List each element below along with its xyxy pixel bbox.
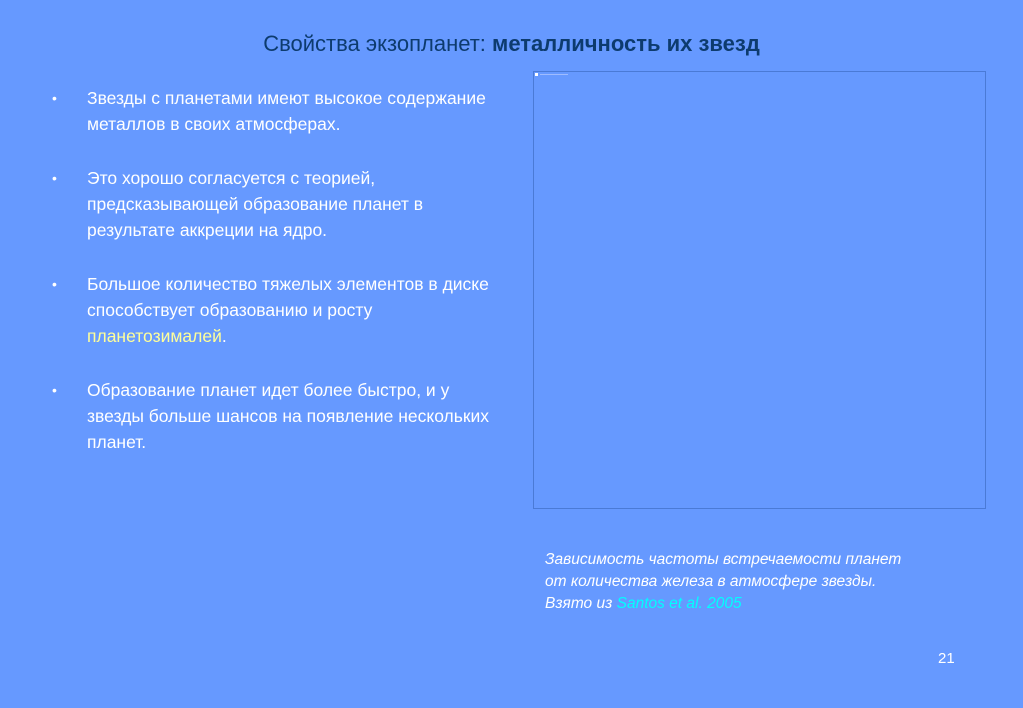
bullet-dot: • — [52, 276, 57, 292]
slide-title — [0, 28, 1023, 60]
caption-prefix: Взято из — [545, 595, 617, 612]
page-number: 21 — [938, 650, 955, 667]
bullet-item — [52, 165, 502, 243]
figure-placeholder — [533, 71, 986, 509]
broken-image-icon — [535, 73, 538, 76]
bullet-dot: • — [52, 382, 57, 398]
bullet-text: Это хорошо согласуется с теорией, предсказывающей образование планет в результате аккреции на ядро. — [87, 168, 424, 240]
bullet-dot: • — [52, 90, 57, 106]
bullet-item — [52, 377, 502, 455]
figure-caption — [545, 549, 985, 615]
bullet-list — [52, 85, 502, 455]
caption-line-1: Зависимость частоты встречаемости планет — [545, 551, 902, 568]
bullet-text: Образование планет идет более быстро, и у звезды больше шансов на появление нескольких планет. — [87, 380, 490, 452]
bullet-text-before-link: Большое количество тяжелых элементов в диске способствует образованию и росту — [87, 274, 489, 320]
planetesimals-link[interactable]: планетозималей — [87, 326, 222, 346]
bullet-text-after-link: . — [221, 326, 227, 346]
slide-title-normal: Свойства экзопланет: — [263, 31, 493, 56]
slide-title-bold: металличность их звезд — [492, 31, 760, 56]
citation-link[interactable]: Santos et al. 2005 — [616, 595, 742, 612]
bullet-dot: • — [52, 170, 57, 186]
bullet-text: Звезды с планетами имеют высокое содержание металлов в своих атмосферах. — [87, 88, 486, 134]
bullet-item — [52, 85, 502, 137]
caption-line-2: от количества железа в атмосфере звезды. — [545, 573, 877, 590]
caption-line-3 — [545, 593, 985, 615]
bullet-item — [52, 271, 502, 349]
figure-tiny-label — [540, 74, 568, 75]
